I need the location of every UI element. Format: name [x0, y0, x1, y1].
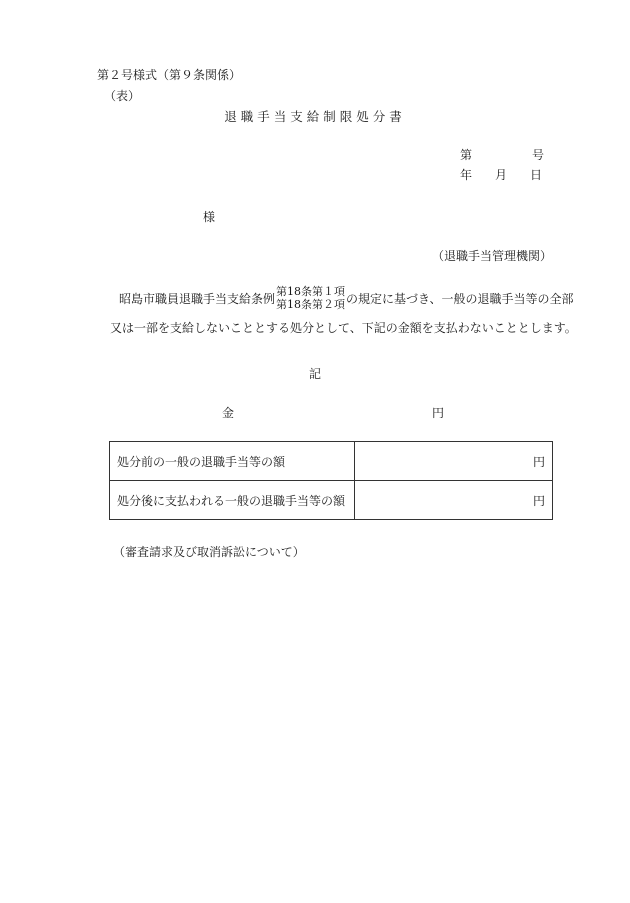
date-year: 年 — [460, 168, 473, 182]
body-line-2: 又は一部を支給しないこととする処分として、下記の金額を支払わないこととします。 — [110, 321, 577, 335]
appeal-note: （審査請求及び取消訴訟について） — [113, 545, 305, 559]
row-label-after: 処分後に支払われる一般の退職手当等の額 — [110, 481, 355, 520]
article-option-1: 第18条第１項 — [276, 285, 346, 298]
article-option-2: 第18条第２項 — [276, 298, 346, 311]
row-label-before: 処分前の一般の退職手当等の額 — [110, 442, 355, 481]
date-row — [460, 166, 542, 183]
issuer-label: （退職手当管理機関） — [432, 249, 553, 263]
table-row — [110, 442, 553, 481]
body-line1-start: 昭島市職員退職手当支給条例 — [119, 291, 276, 306]
document-title: 退職手当支給制限処分書 — [224, 109, 406, 124]
body-line-1 — [119, 285, 574, 311]
amount-table — [109, 441, 553, 520]
document-number-row — [460, 146, 544, 163]
row-amount-before: 円 — [355, 442, 553, 481]
side-label: （表） — [104, 89, 141, 103]
date-month: 月 — [494, 168, 507, 182]
number-prefix: 第 — [460, 148, 473, 162]
table-row — [110, 481, 553, 520]
date-day: 日 — [529, 168, 542, 182]
addressee-honorific: 様 — [203, 210, 216, 224]
row-amount-after: 円 — [355, 481, 553, 520]
number-suffix: 号 — [531, 148, 544, 162]
notes-heading: 記 — [308, 367, 321, 381]
article-options — [276, 285, 345, 311]
body-line1-end: の規定に基づき、一般の退職手当等の全部 — [346, 291, 574, 306]
amount-unit: 円 — [432, 406, 445, 420]
amount-label: 金 — [222, 406, 235, 420]
form-number: 第２号様式（第９条関係） — [97, 68, 242, 82]
